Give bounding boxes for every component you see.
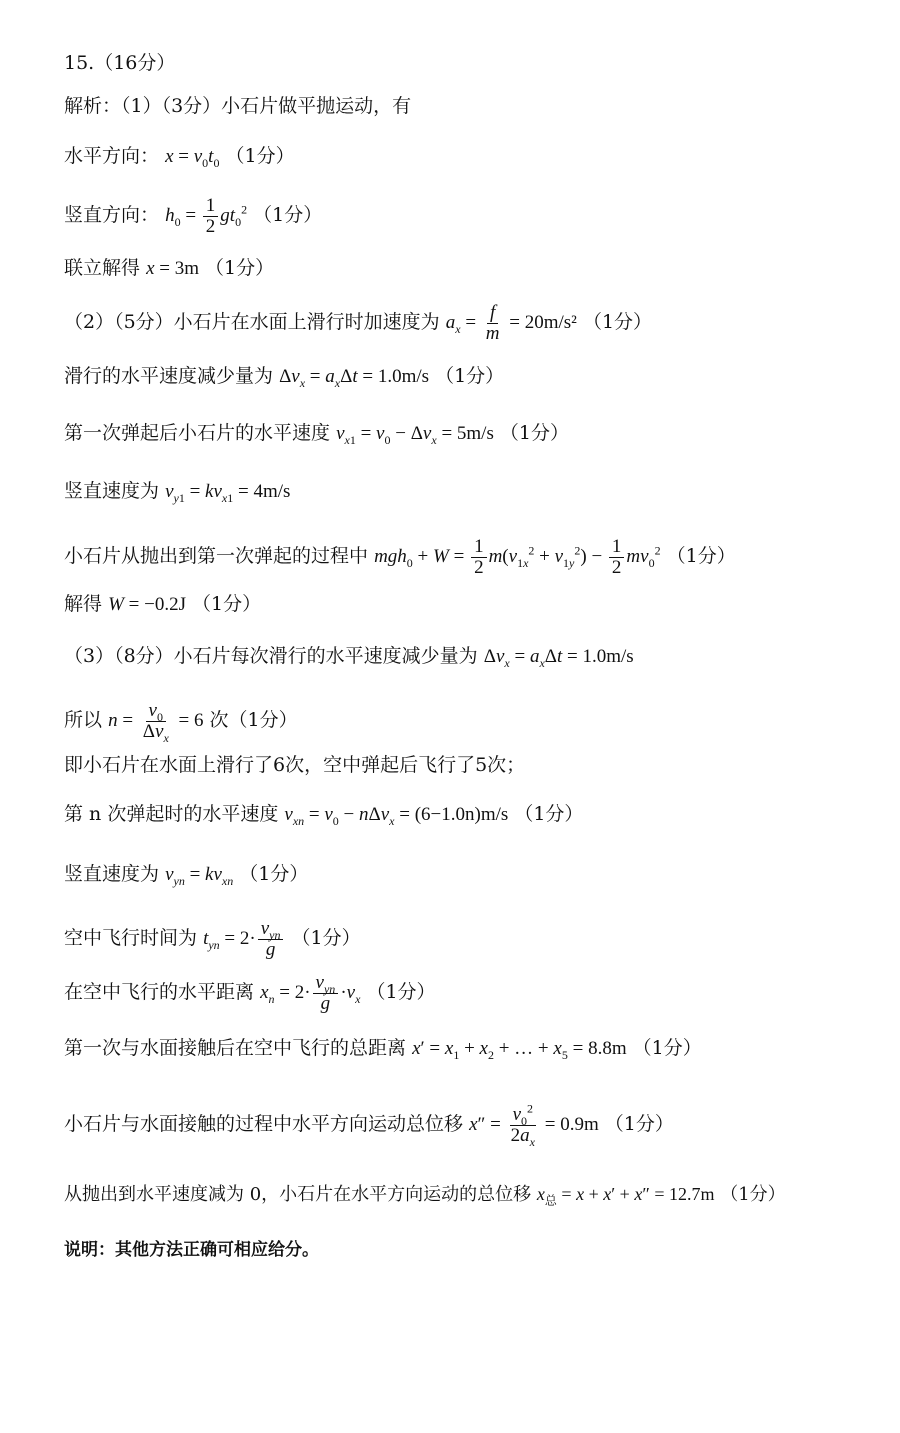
formula-vertical: $h_0$ = $\frac{1}{2}$ $gt_0^2$ <box>165 195 248 237</box>
text: 第一次弹起后小石片的水平速度 <box>64 422 331 444</box>
energy-line <box>64 537 880 578</box>
vxn-line <box>64 801 880 828</box>
score-note: 次（1分） <box>209 708 298 731</box>
score-note: （1分） <box>632 1037 702 1059</box>
text: 小石片从抛出到第一次弹起的过程中 <box>64 544 369 567</box>
vy1-line <box>64 478 880 505</box>
text: 竖直方向： <box>64 203 160 226</box>
formula-horizontal: $x = v_0t_0$ <box>165 146 220 170</box>
formula-dvx: $\Delta v_x = a_x\Delta t = 1.0m/s$ <box>279 366 430 390</box>
score-note: （1分） <box>239 863 309 885</box>
part3-line <box>64 643 880 670</box>
vertical-line <box>64 196 880 237</box>
formula-vy1: $v_{y1} = kv_{x1} = 4m/s$ <box>165 481 291 505</box>
text: 竖直速度为 <box>64 863 160 885</box>
text: 解得 <box>64 593 103 615</box>
text: （3）（8分）小石片每次滑行的水平速度减少量为 <box>64 645 478 667</box>
tyn-line <box>64 919 880 960</box>
vyn-line <box>64 861 880 888</box>
text: 从抛出到水平速度减为 0，小石片在水平方向运动的总位移 <box>64 1184 532 1205</box>
question-heading: 15.（16分） <box>64 52 176 74</box>
horizontal-line <box>64 143 880 170</box>
work-line <box>64 591 880 618</box>
dvx-line <box>64 363 880 390</box>
xn-line <box>64 973 880 1014</box>
score-note: （1分） <box>582 310 653 333</box>
formula-ax: $a_x$ = $\frac{f}{m}$ = 20m/s² <box>445 302 577 344</box>
text: 在空中飞行的水平距离 <box>64 980 255 1003</box>
formula-energy: mgh$_0$ + W = $\frac{1}{2}$ $m(v_{1x}^2 + v_{1y}^2)$ − $\frac{1}{2}$ $mv_0^2$ <box>374 536 661 578</box>
text: 空中飞行时间为 <box>64 926 198 949</box>
text: 第 n 次弹起时的水平速度 <box>64 803 279 825</box>
text: （2）（5分）小石片在水面上滑行时加速度为 <box>64 310 440 333</box>
text: 解析：（1）（3分）小石片做平抛运动，有 <box>64 95 412 117</box>
text: 联立解得 <box>64 257 141 279</box>
formula-xn: $x_n = 2\cdot$ $\frac{v_{yn}}{g}$ $\cdot v_x$ <box>260 972 361 1014</box>
score-note: （1分） <box>499 422 569 444</box>
score-note: （1分） <box>604 1112 674 1135</box>
formula-n: n = $\frac{v_0}{\Delta v_x}$ = 6 <box>108 700 204 745</box>
score-note: （1分） <box>291 926 361 949</box>
formula-dvx-part3: $\Delta v_x = a_x\Delta t = 1.0m/s$ <box>483 646 634 670</box>
formula-vyn: $v_{yn} = kv_{xn}$ <box>165 864 234 888</box>
vx1-line <box>64 420 880 447</box>
bounce-summary-line: 即小石片在水面上滑行了6次，空中弹起后飞行了5次； <box>64 754 526 776</box>
score-note: （1分） <box>205 257 275 279</box>
text: 水平方向： <box>64 145 160 167</box>
footer-note: 说明：其他方法正确可相应给分。 <box>64 1240 319 1260</box>
score-note: （1分） <box>366 980 436 1003</box>
score-note: （1分） <box>253 203 323 226</box>
solve-line <box>64 255 880 282</box>
score-note: （1分） <box>435 365 505 387</box>
score-note: （1分） <box>225 145 295 167</box>
part2-accel-line <box>64 303 880 344</box>
count-line <box>64 700 880 745</box>
total-line <box>64 1181 880 1208</box>
score-note: （1分） <box>666 544 736 567</box>
formula-vxn: $v_{xn} = v_0 - n\Delta v_x = (6-1.0n)m/s$ <box>284 804 509 828</box>
xprime-line <box>64 1035 880 1062</box>
score-note: （1分） <box>720 1184 786 1205</box>
formula-vx1: $v_{x1} = v_0 - \Delta v_x = 5m/s$ <box>336 423 494 447</box>
formula-x: x = 3m <box>146 258 199 279</box>
xdouble-line <box>64 1101 880 1149</box>
formula-xprime: $x' = x_1 + x_2$ + … + $x_5 = 8.8m$ <box>412 1038 627 1062</box>
text: 竖直速度为 <box>64 480 160 502</box>
text: 滑行的水平速度减少量为 <box>64 365 274 387</box>
score-note: （1分） <box>192 593 262 615</box>
text: 所以 <box>64 708 103 731</box>
formula-xtotal: $x_总 = x + x' + x'' = 12.7m$ <box>536 1184 715 1208</box>
formula-xdouble: x″ = $\frac{v_0^2}{2a_x}$ = 0.9m <box>469 1101 599 1149</box>
text: 小石片与水面接触的过程中水平方向运动总位移 <box>64 1112 464 1135</box>
score-note: （1分） <box>514 803 584 825</box>
analysis-line-1 <box>64 93 880 119</box>
text: 第一次与水面接触后在空中飞行的总距离 <box>64 1037 407 1059</box>
formula-w: W = −0.2J <box>108 594 186 615</box>
formula-tyn: $t_{yn} = 2\cdot$ $\frac{v_{yn}}{g}$ <box>203 928 285 949</box>
